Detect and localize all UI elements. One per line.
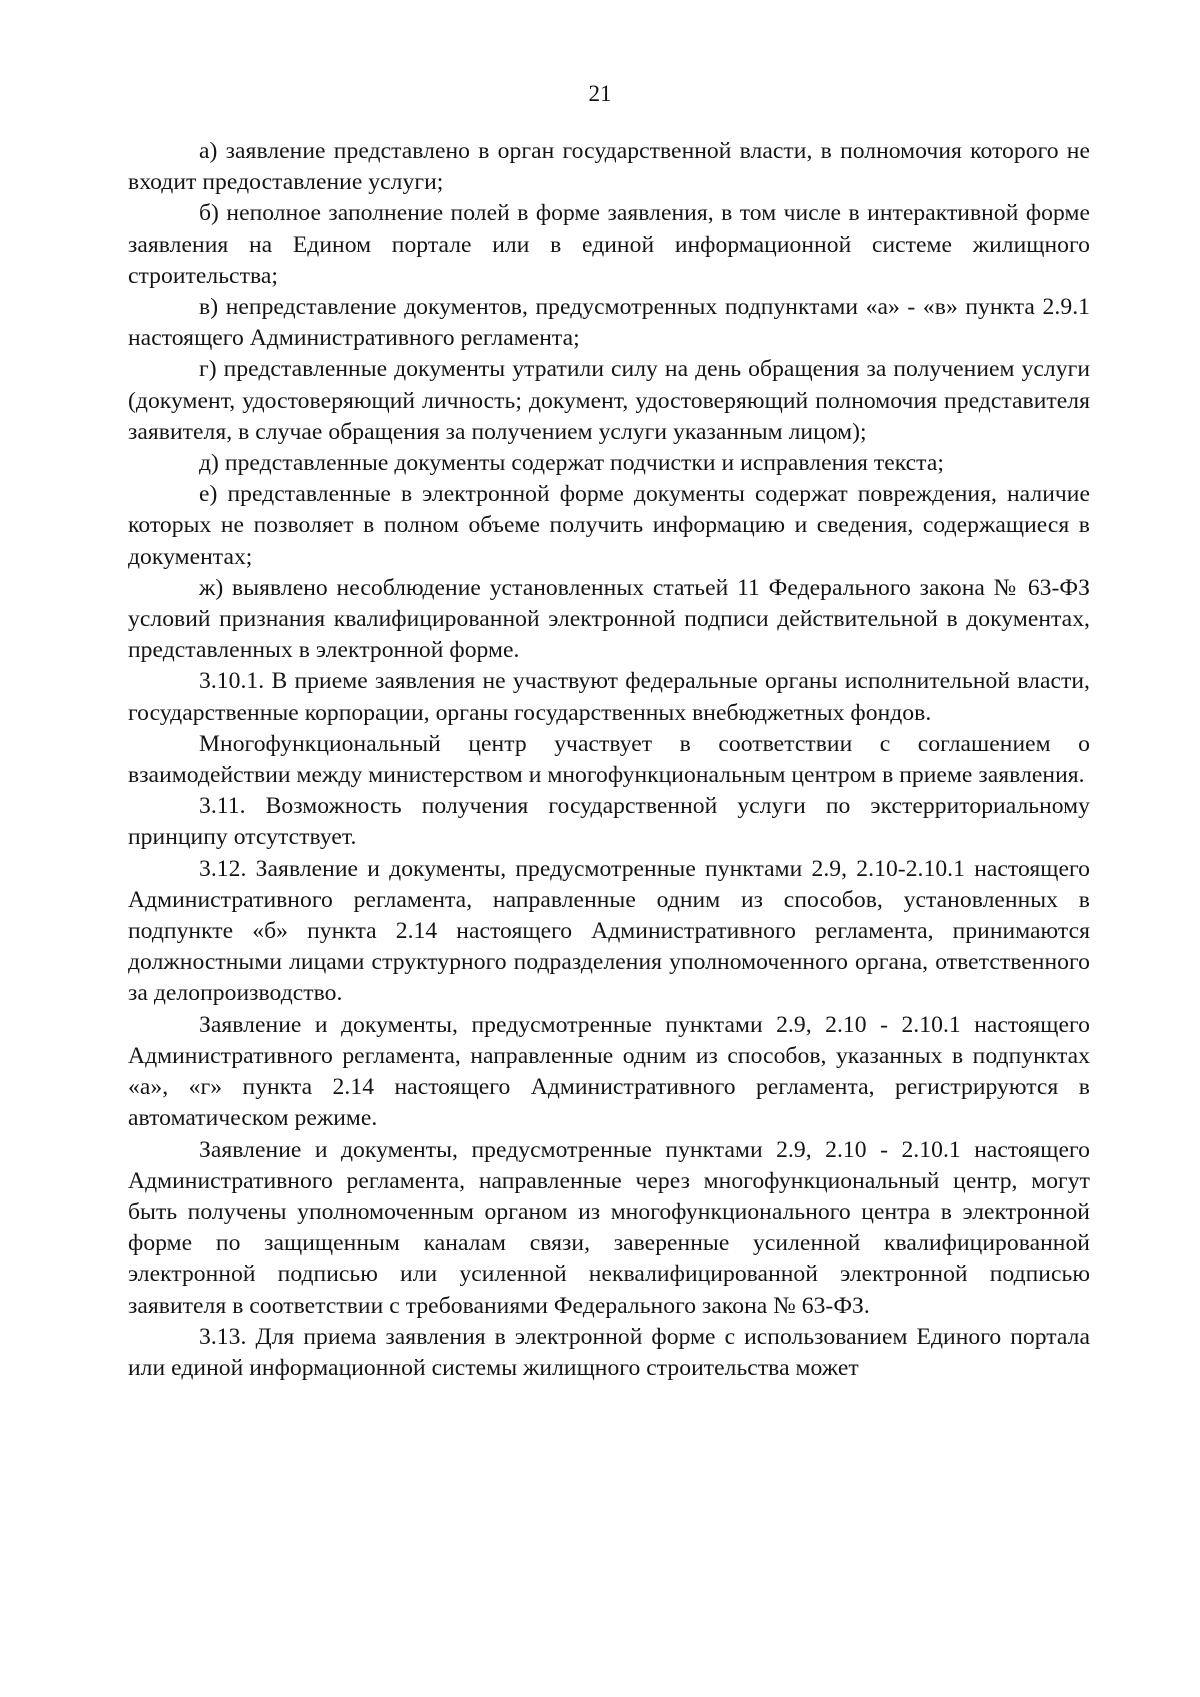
paragraph-mfc-participation: Многофункциональный центр участвует в соответствии с соглашением о взаимодействии между министерством и многофункциональным центром в приеме заявления. [128, 730, 1090, 789]
paragraph-3-12-via-mfc: Заявление и документы, предусмотренные пунктами 2.9, 2.10 - 2.10.1 настоящего Административного регламента, направленные через многофункциональный центр, могут быть получены уполномоченным органом из многофункционального центра в электронной форме по защищенным каналам связи, заверенные усиленной квалифицированной электронной подписью или усиленной неквалифицированной электронной подписью заявителя в соответствии с требованиями Федерального закона № 63-ФЗ. [128, 1136, 1090, 1319]
document-body [128, 136, 1090, 1384]
paragraph-item-g: г) представленные документы утратили силу на день обращения за получением услуги (документ, удостоверяющий личность; документ, удостоверяющий полномочия представителя заявителя, в случае обращения за получением услуги указанным лицом); [128, 356, 1090, 445]
paragraph-item-e: е) представленные в электронной форме документы содержат повреждения, наличие которых не позволяет в полном объеме получить информацию и сведения, содержащиеся в документах; [128, 481, 1090, 570]
paragraph-item-d: д) представленные документы содержат подчистки и исправления текста; [199, 450, 944, 477]
paragraph-item-b: б) неполное заполнение полей в форме заявления, в том числе в интерактивной форме заявления на Едином портале или в единой информационной системе жилищного строительства; [128, 200, 1090, 289]
page-number: 21 [588, 81, 612, 106]
paragraph-item-v: в) непредставление документов, предусмотренных подпунктами «а» - «в» пункта 2.9.1 настоящего Административного регламента; [128, 294, 1090, 352]
paragraph-3-13: 3.13. Для приема заявления в электронной форме с использованием Единого портала или единой информационной системы жилищного строительства может [128, 1323, 1090, 1381]
paragraph-3-12-auto-registration: Заявление и документы, предусмотренные пунктами 2.9, 2.10 - 2.10.1 настоящего Административного регламента, направленные одним из способов, указанных в подпунктах «а», «г» пункта 2.14 настоящего Административного регламента, регистрируются в автоматическом режиме. [128, 1011, 1090, 1132]
paragraph-item-zh: ж) выявлено несоблюдение установленных статьей 11 Федерального закона № 63-ФЗ условий признания квалифицированной электронной подписи действительной в документах, представленных в электронной форме. [128, 574, 1090, 664]
paragraph-item-a: а) заявление представлено в орган государственной власти, в полномочия которого не входит предоставление услуги; [128, 138, 1090, 196]
paragraph-3-10-1: 3.10.1. В приеме заявления не участвуют федеральные органы исполнительной власти, государственные корпорации, органы государственных внебюджетных фондов. [128, 668, 1090, 726]
paragraph-3-11: 3.11. Возможность получения государственной услуги по экстерриториальному принципу отсутствует. [128, 793, 1090, 851]
paragraph-3-12: 3.12. Заявление и документы, предусмотренные пунктами 2.9, 2.10-2.10.1 настоящего Административного регламента, направленные одним из способов, установленных в подпункте «б» пункта 2.14 настоящего Административного регламента, принимаются должностными лицами структурного подразделения уполномоченного органа, ответственного за делопроизводство. [128, 855, 1090, 1007]
